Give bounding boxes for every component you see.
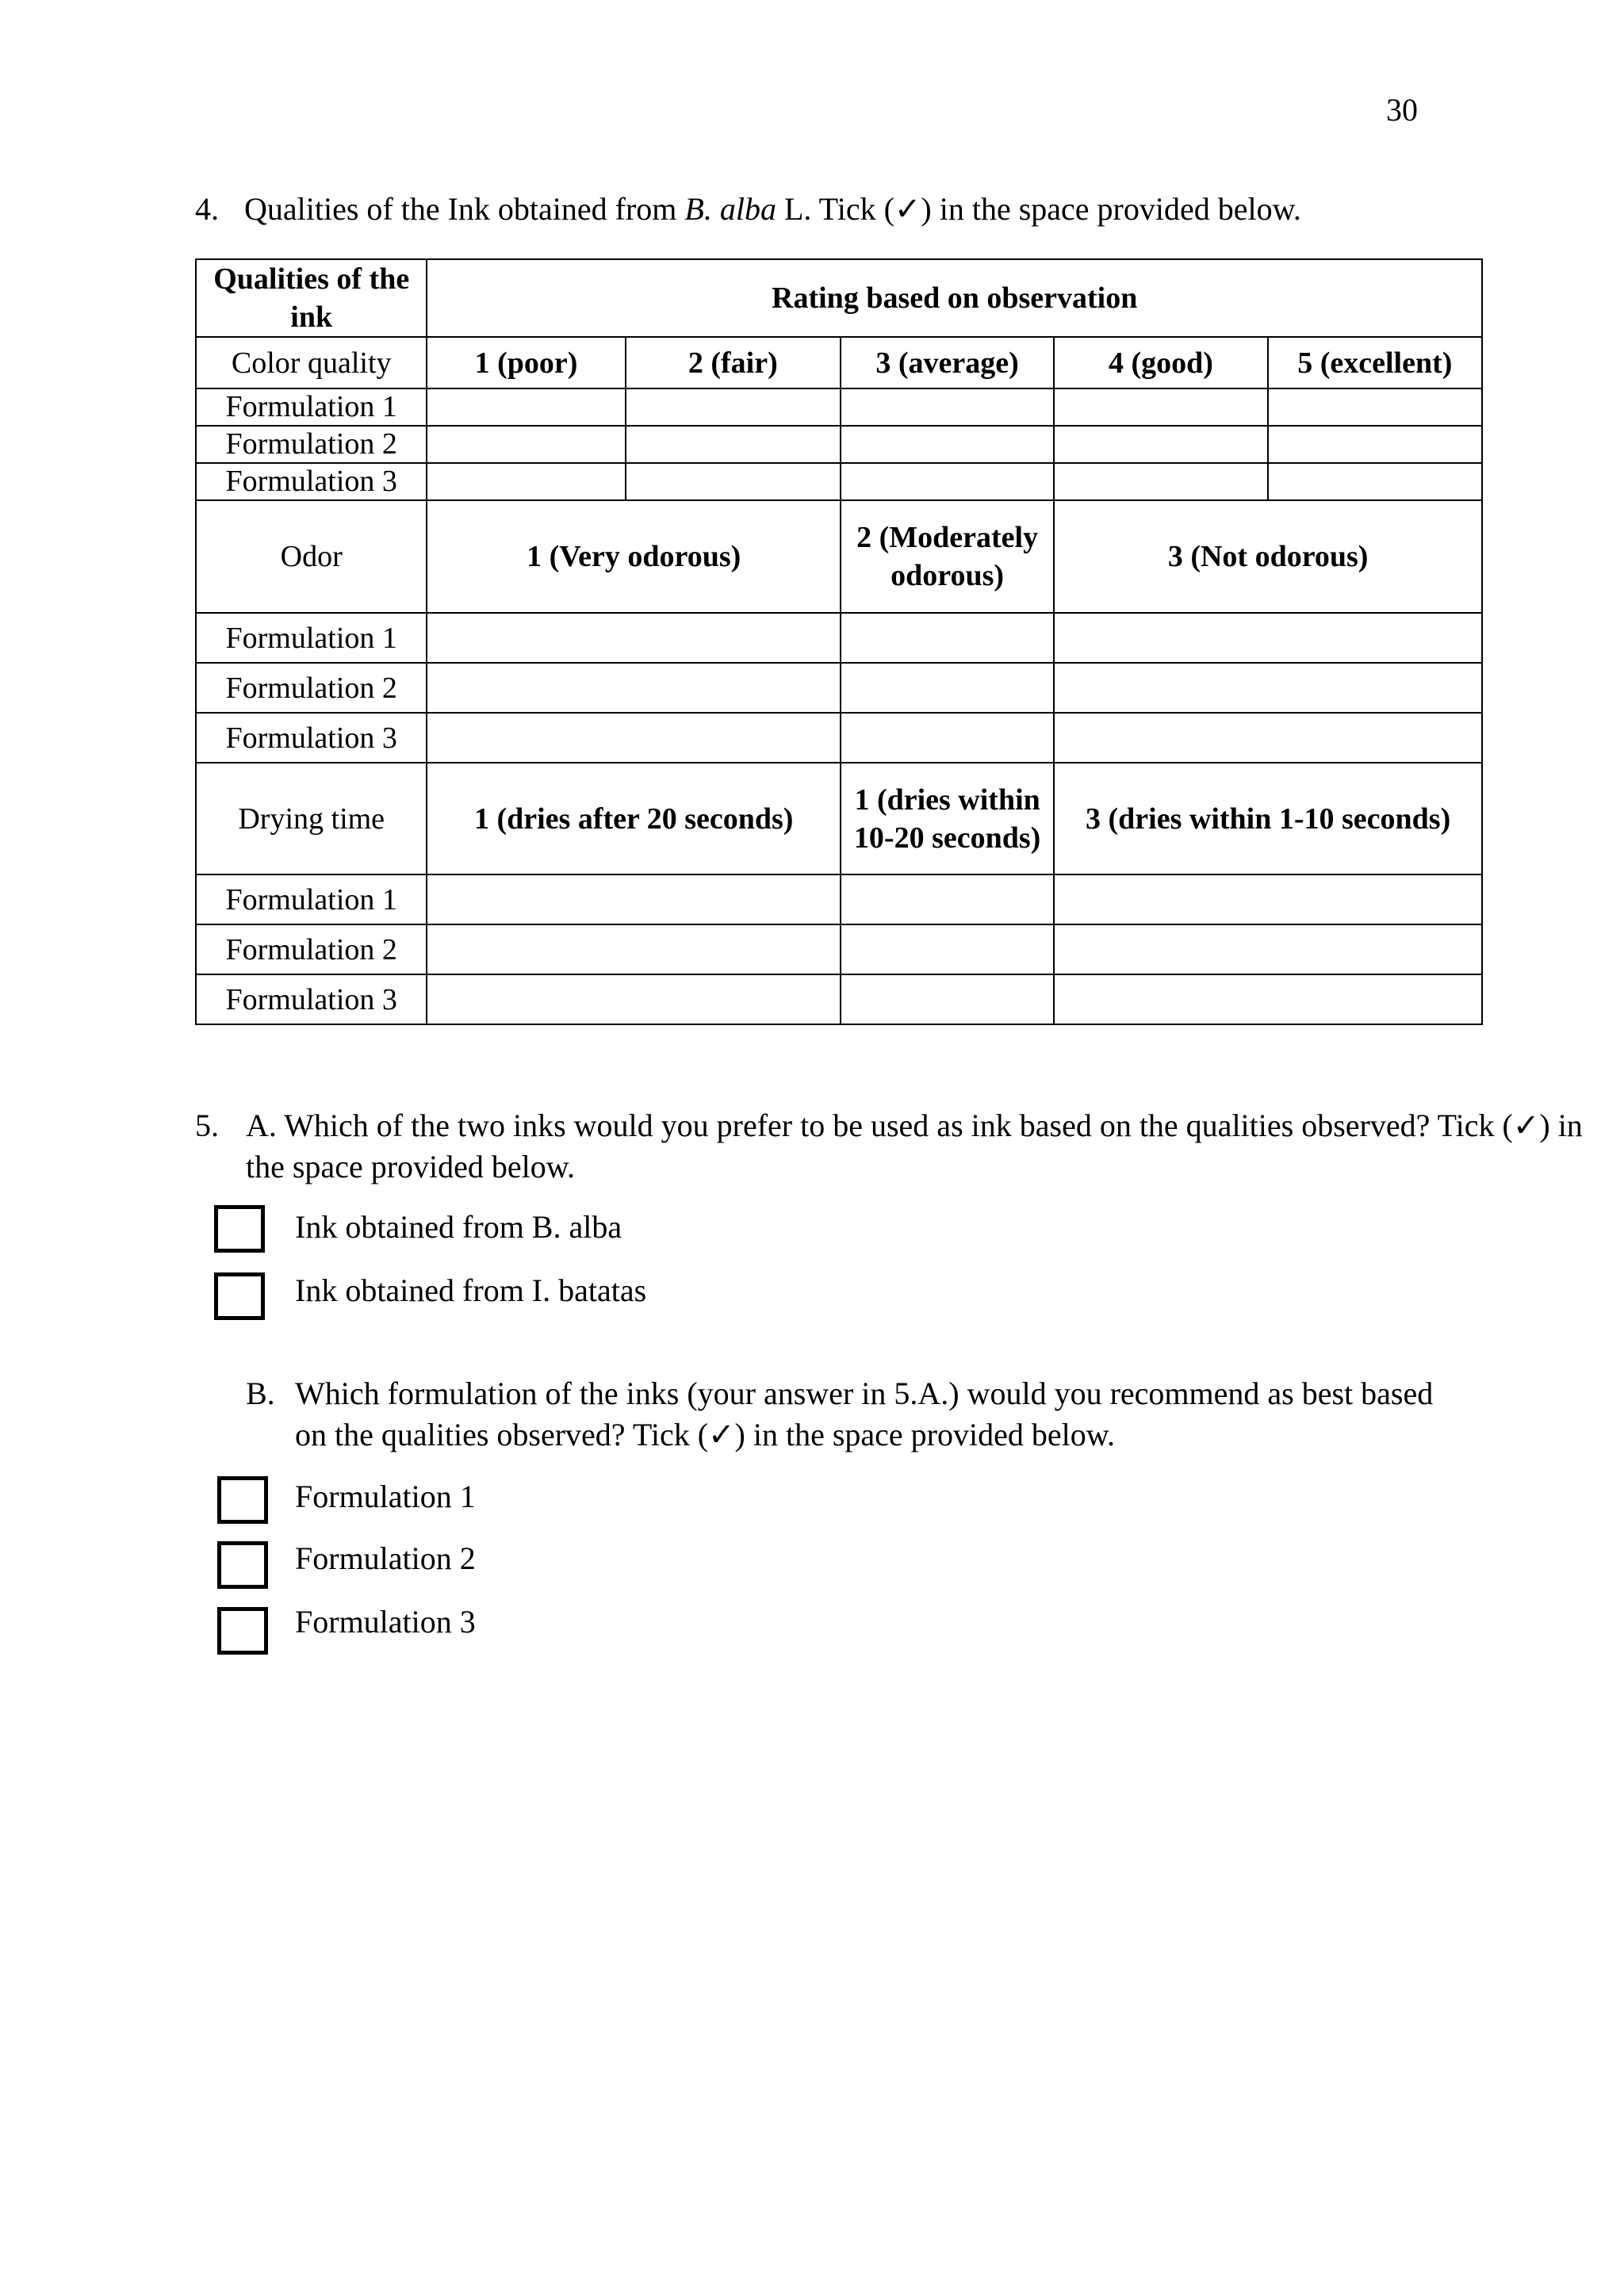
checkbox-ink-b-alba[interactable] — [214, 1205, 265, 1253]
option-formulation-3: Formulation 3 — [295, 1604, 476, 1640]
odor-f1-cell-3[interactable] — [1054, 613, 1482, 663]
table-row — [196, 426, 1482, 463]
color-formulation-2-label: Formulation 2 — [196, 426, 427, 463]
odor-rating-3: 3 (Not odorous) — [1054, 500, 1482, 613]
question-5a-text: A. Which of the two inks would you prefer to be used as ink based on the qualities observed? Tick (✓) in the space provided below. — [246, 1108, 1583, 1184]
drying-f1-cell-3[interactable] — [1054, 874, 1482, 924]
checkbox-formulation-3[interactable] — [217, 1607, 268, 1655]
table-row — [196, 974, 1482, 1024]
drying-f2-cell-1[interactable] — [427, 924, 841, 974]
color-rating-1: 1 (poor) — [427, 337, 625, 388]
rating-header: Rating based on observation — [427, 259, 1482, 337]
table-row — [196, 874, 1482, 924]
drying-f3-cell-3[interactable] — [1054, 974, 1482, 1024]
option-ink-i-batatas: Ink obtained from I. batatas — [295, 1272, 647, 1308]
table-row — [196, 388, 1482, 426]
color-f2-cell-3[interactable] — [841, 426, 1054, 463]
question-4-species: B. alba — [684, 191, 776, 227]
qualities-header: Qualities of the ink — [196, 259, 427, 337]
color-f1-cell-4[interactable] — [1054, 388, 1267, 426]
color-f3-cell-1[interactable] — [427, 463, 625, 500]
color-f3-cell-2[interactable] — [626, 463, 841, 500]
drying-f2-cell-2[interactable] — [841, 924, 1054, 974]
color-rating-2: 2 (fair) — [626, 337, 841, 388]
option-formulation-1: Formulation 1 — [295, 1479, 476, 1514]
table-header-row — [196, 259, 1482, 337]
odor-label: Odor — [196, 500, 427, 613]
odor-rating-2: 2 (Moderately odorous) — [841, 500, 1054, 613]
odor-formulation-2-label: Formulation 2 — [196, 663, 427, 713]
table-row — [196, 663, 1482, 713]
color-f3-cell-4[interactable] — [1054, 463, 1267, 500]
color-f1-cell-3[interactable] — [841, 388, 1054, 426]
color-rating-4: 4 (good) — [1054, 337, 1267, 388]
color-quality-label: Color quality — [196, 337, 427, 388]
question-4 — [195, 190, 1301, 228]
color-f2-cell-1[interactable] — [427, 426, 625, 463]
drying-time-label: Drying time — [196, 763, 427, 874]
question-5-number: 5. — [195, 1108, 219, 1143]
table-row — [196, 924, 1482, 974]
table-row — [196, 613, 1482, 663]
drying-rating-2: 1 (dries within 10-20 seconds) — [841, 763, 1054, 874]
drying-f3-cell-2[interactable] — [841, 974, 1054, 1024]
odor-f3-cell-1[interactable] — [427, 713, 841, 763]
odor-row — [196, 500, 1482, 613]
odor-formulation-1-label: Formulation 1 — [196, 613, 427, 663]
color-f1-cell-1[interactable] — [427, 388, 625, 426]
odor-f1-cell-2[interactable] — [841, 613, 1054, 663]
drying-formulation-1-label: Formulation 1 — [196, 874, 427, 924]
color-formulation-3-label: Formulation 3 — [196, 463, 427, 500]
checkbox-formulation-2[interactable] — [217, 1541, 268, 1589]
table-row — [196, 463, 1482, 500]
drying-f2-cell-3[interactable] — [1054, 924, 1482, 974]
question-5b-text: Which formulation of the inks (your answer in 5.A.) would you recommend as best based on the qualities observed? Tick (✓) in the space provided below. — [295, 1376, 1434, 1452]
table-row — [196, 713, 1482, 763]
drying-f1-cell-2[interactable] — [841, 874, 1054, 924]
question-5b-label: B. — [246, 1376, 275, 1411]
odor-f3-cell-3[interactable] — [1054, 713, 1482, 763]
odor-f2-cell-1[interactable] — [427, 663, 841, 713]
color-quality-row — [196, 337, 1482, 388]
color-f1-cell-5[interactable] — [1268, 388, 1482, 426]
odor-f2-cell-2[interactable] — [841, 663, 1054, 713]
color-f2-cell-2[interactable] — [626, 426, 841, 463]
odor-f2-cell-3[interactable] — [1054, 663, 1482, 713]
odor-f1-cell-1[interactable] — [427, 613, 841, 663]
drying-formulation-2-label: Formulation 2 — [196, 924, 427, 974]
page-number: 30 — [1386, 92, 1418, 128]
color-f2-cell-4[interactable] — [1054, 426, 1267, 463]
color-rating-3: 3 (average) — [841, 337, 1054, 388]
color-f3-cell-3[interactable] — [841, 463, 1054, 500]
question-4-text-before: Qualities of the Ink obtained from — [244, 191, 677, 227]
color-rating-5: 5 (excellent) — [1268, 337, 1482, 388]
odor-formulation-3-label: Formulation 3 — [196, 713, 427, 763]
checkbox-ink-i-batatas[interactable] — [214, 1272, 265, 1320]
odor-f3-cell-2[interactable] — [841, 713, 1054, 763]
question-4-text-after: L. Tick (✓) in the space provided below. — [783, 191, 1301, 227]
color-formulation-1-label: Formulation 1 — [196, 388, 427, 426]
color-f1-cell-2[interactable] — [626, 388, 841, 426]
drying-rating-3: 3 (dries within 1-10 seconds) — [1054, 763, 1482, 874]
drying-formulation-3-label: Formulation 3 — [196, 974, 427, 1024]
drying-time-row — [196, 763, 1482, 874]
checkbox-formulation-1[interactable] — [217, 1476, 268, 1524]
ink-qualities-rating-table — [195, 258, 1483, 1025]
drying-rating-1: 1 (dries after 20 seconds) — [427, 763, 841, 874]
odor-rating-1: 1 (Very odorous) — [427, 500, 841, 613]
color-f2-cell-5[interactable] — [1268, 426, 1482, 463]
drying-f1-cell-1[interactable] — [427, 874, 841, 924]
color-f3-cell-5[interactable] — [1268, 463, 1482, 500]
question-4-number: 4. — [195, 191, 219, 227]
drying-f3-cell-1[interactable] — [427, 974, 841, 1024]
option-formulation-2: Formulation 2 — [295, 1540, 476, 1576]
option-ink-b-alba: Ink obtained from B. alba — [295, 1209, 622, 1245]
